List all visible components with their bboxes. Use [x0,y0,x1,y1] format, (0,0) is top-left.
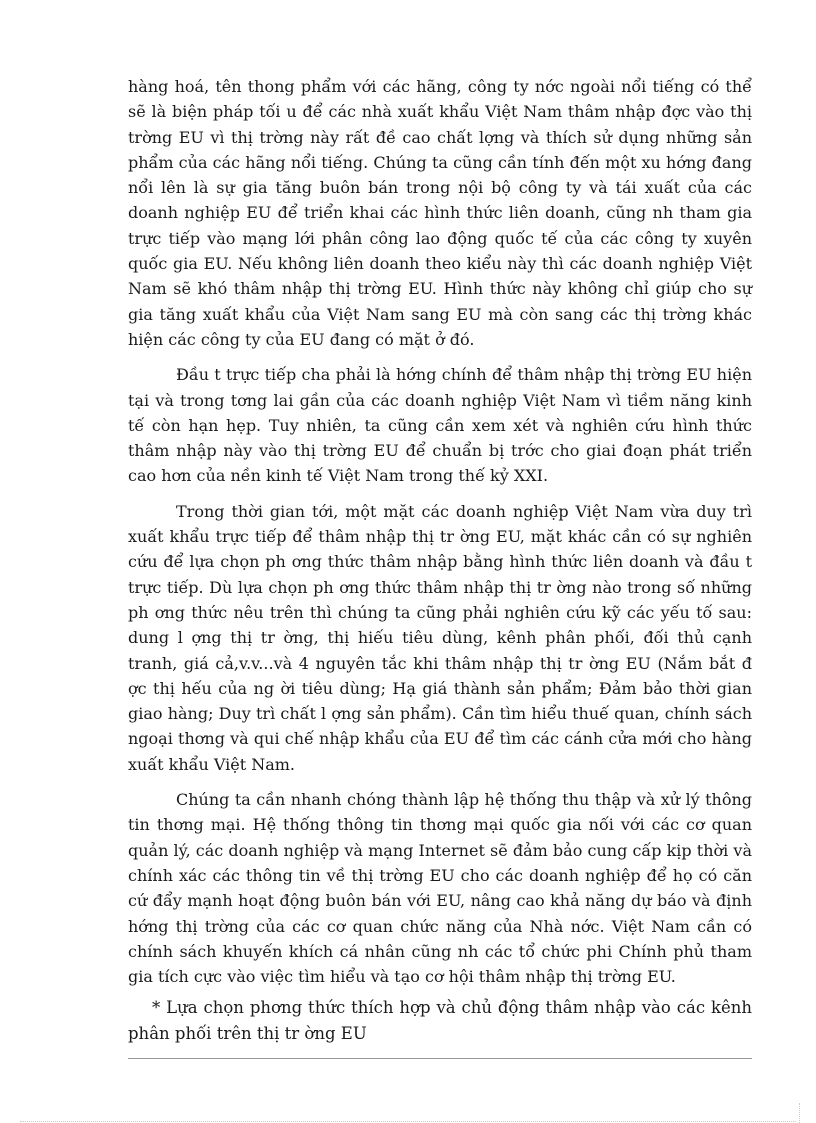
page-edge-guide [20,1121,796,1122]
document-body [128,74,752,1046]
paragraph-1: hàng hoá, tên thong phẩm với các hãng, công ty nớc ngoài nổi tiếng có thể sẽ là biện pháp tối u để các nhà xuất khẩu Việt Nam thâm nhập đợc vào thị trờng EU vì thị trờng này rất đề cao chất lợng và thích sử dụng những sản phẩm của các hãng nổi tiếng. Chúng ta cũng cần tính đến một xu hớng đang nổi lên là sự gia tăng buôn bán trong nội bộ công ty và tái xuất của các doanh nghiệp EU để triển khai các hình thức liên doanh, cũng nh tham gia trực tiếp vào mạng lới phân công lao động quốc tế của các công ty xuyên quốc gia EU. Nếu không liên doanh theo kiểu này thì các doanh nghiệp Việt Nam sẽ khó thâm nhập thị trờng EU. Hình thức này không chỉ giúp cho sự gia tăng xuất khẩu của Việt Nam sang EU mà còn sang các thị trờng khác hiện các công ty của EU đang có mặt ở đó. [128,77,752,349]
paragraph-3: Trong thời gian tới, một mặt các doanh nghiệp Việt Nam vừa duy trì xuất khẩu trực tiếp để thâm nhập thị tr ờng EU, mặt khác cần có sự nghiên cứu để lựa chọn ph ơng thức thâm nhập bằng hình thức liên doanh và đầu t trực tiếp. Dù lựa chọn ph ơng thức thâm nhập thị tr ờng nào trong số những ph ơng thức nêu trên thì chúng ta cũng phải nghiên cứu kỹ các yếu tố sau: dung l ợng thị tr ờng, thị hiếu tiêu dùng, kênh phân phối, đối thủ cạnh tranh, giá cả,v.v...và 4 nguyên tắc khi thâm nhập thị tr ờng EU (Nắm bắt đ ợc thị hếu của ng ời tiêu dùng; Hạ giá thành sản phẩm; Đảm bảo thời gian giao hàng; Duy trì chất l ợng sản phẩm). Cần tìm hiểu thuế quan, chính sách ngoại thơng và qui chế nhập khẩu của EU để tìm các cánh cửa mới cho hàng xuất khẩu Việt Nam. [128,501,752,774]
section-heading-bullet: * Lựa chọn phơng thức thích hợp và chủ động thâm nhập vào các kênh phân phối trên thị tr ờng EU [128,998,752,1043]
page-corner-guide [799,1103,800,1123]
paragraph-2: Đầu t trực tiếp cha phải là hớng chính để thâm nhập thị trờng EU hiện tại và trong tơng lai gần của các doanh nghiệp Việt Nam vì tiềm năng kinh tế còn hạn hẹp. Tuy nhiên, ta cũng cần xem xét và nghiên cứu hình thức thâm nhập này vào thị trờng EU để chuẩn bị trớc cho giai đoạn phát triển cao hơn của nền kinh tế Việt Nam trong thế kỷ XXI. [128,365,752,486]
footer-rule [128,1058,752,1059]
paragraph-4: Chúng ta cần nhanh chóng thành lập hệ thống thu thập và xử lý thông tin thơng mại. Hệ thống thông tin thơng mại quốc gia nối với các cơ quan quản lý, các doanh nghiệp và mạng Internet sẽ đảm bảo cung cấp kịp thời và chính xác các thông tin về thị trờng EU cho các doanh nghiệp để họ có căn cứ đẩy mạnh hoạt động buôn bán với EU, nâng cao khả năng dự báo và định hớng thị trờng của các cơ quan chức năng của Nhà nớc. Việt Nam cần có chính sách khuyến khích cá nhân cũng nh các tổ chức phi Chính phủ tham gia tích cực vào việc tìm hiểu và tạo cơ hội thâm nhập thị trờng EU. [128,790,752,987]
